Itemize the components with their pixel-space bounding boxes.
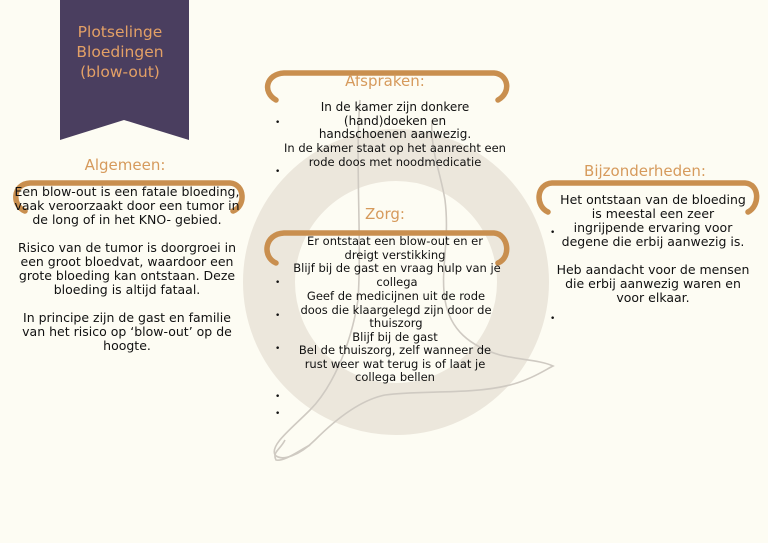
afspraken-item: In de kamer zijn donkere (hand)doeken en handschoenen aanwezig. xyxy=(318,100,472,141)
banner-title-line: Plotselinge xyxy=(77,23,163,41)
algemeen-paragraph: Risico van de tumor is doorgroei in een groot bloedvat, waardoor een grote bloeding kan ontstaan. Deze bloeding is altijd fataal. xyxy=(17,240,237,297)
algemeen-heading: Algemeen: xyxy=(84,156,166,174)
bijzonderheden-heading: Bijzonderheden: xyxy=(584,162,706,180)
algemeen-paragraph: In principe zijn de gast en familie van het risico op ‘blow-out’ op de hoogte. xyxy=(22,310,232,353)
zorg-item: Bel de thuiszorg, zelf wanneer de rust weer wat terug is of laat je collega bellen xyxy=(298,343,492,384)
zorg-item: Er ontstaat een blow-out en er dreigt verstikking xyxy=(307,234,483,262)
zorg-item: Blijf bij de gast xyxy=(352,330,438,344)
bullet-icon: • xyxy=(550,228,556,238)
afspraken-heading: Afspraken: xyxy=(345,72,425,90)
algemeen-paragraph: Een blow-out is een fatale bloeding, vaak veroorzaakt door een tumor in de long of in het KNO- gebied. xyxy=(14,184,240,227)
banner-title-line: Bloedingen xyxy=(76,43,164,61)
algemeen-text xyxy=(14,185,240,367)
bullet-icon: • xyxy=(550,314,556,324)
bijzonderheden-text xyxy=(556,193,750,319)
banner-title-line: (blow-out) xyxy=(80,63,160,81)
zorg-item: Geef de medicijnen uit de rode doos die klaargelegd zijn door de thuiszorg xyxy=(300,289,492,330)
afspraken-item: In de kamer staat op het aanrecht een rode doos met noodmedicatie xyxy=(284,141,506,169)
bijzonderheden-paragraph: Het ontstaan van de bloeding is meestal een zeer ingrijpende ervaring voor degene die erbij aanwezig is. xyxy=(560,192,746,249)
zorg-item: Blijf bij de gast en vraag hulp van je collega xyxy=(293,261,501,289)
bullet-icon: • xyxy=(275,167,281,177)
bullet-icon: • xyxy=(275,344,281,354)
bullet-icon: • xyxy=(275,409,281,419)
bullet-icon: • xyxy=(275,311,281,321)
bijzonderheden-paragraph: Heb aandacht voor de mensen die erbij aanwezig waren en voor elkaar. xyxy=(556,262,750,305)
bullet-icon: • xyxy=(275,118,281,128)
banner-title xyxy=(60,22,180,82)
bullet-icon: • xyxy=(275,392,281,402)
bullet-icon: • xyxy=(275,278,281,288)
zorg-heading: Zorg: xyxy=(365,205,405,223)
